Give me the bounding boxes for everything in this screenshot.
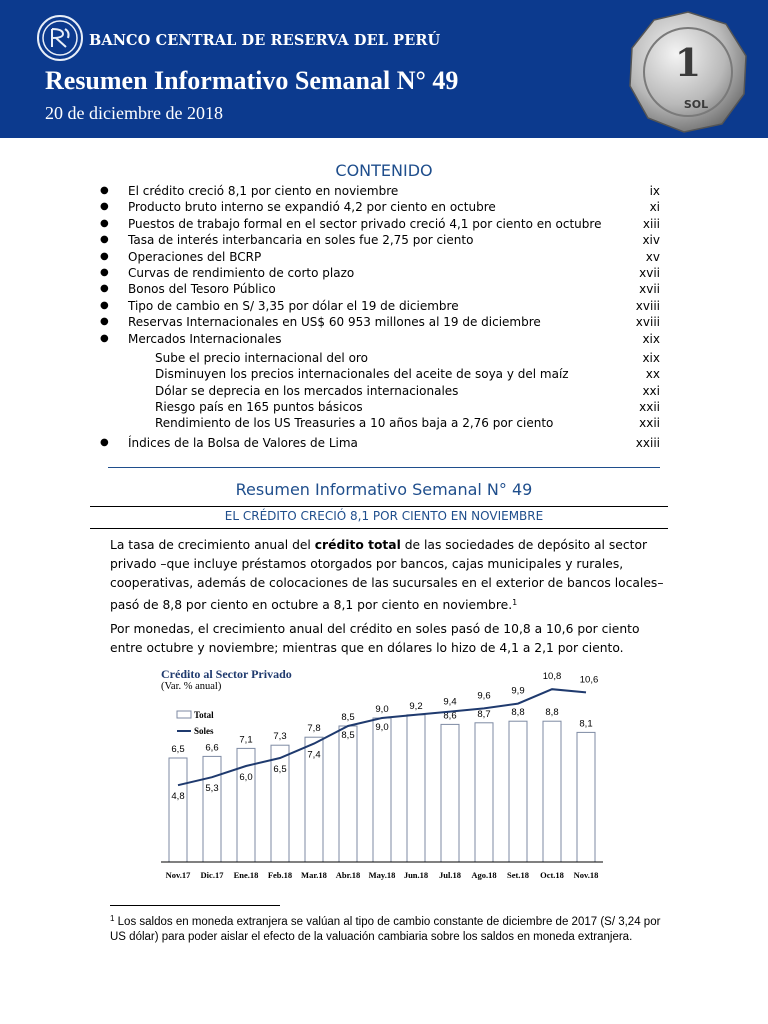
contents-item-label: Tipo de cambio en S/ 3,35 por dólar el 19 de diciembre	[128, 298, 459, 313]
contents-item-page: xi	[649, 200, 660, 215]
footnote-ref[interactable]: 1	[512, 598, 518, 607]
bar-data-label: 7,8	[307, 723, 321, 735]
chart-bar	[475, 723, 493, 862]
line-data-label: 4,8	[171, 791, 185, 803]
x-tick-label: Ene.18	[233, 870, 259, 880]
chart-bar	[407, 715, 425, 862]
contents-item-label: Producto bruto interno se expandió 4,2 por ciento en octubre	[128, 200, 496, 215]
bullet-icon: ●	[100, 316, 109, 328]
contents-item-label: Puestos de trabajo formal en el sector privado creció 4,1 por ciento en octubre	[128, 216, 602, 231]
bullet-icon: ●	[100, 283, 109, 295]
contents-item-page: xvii	[639, 265, 660, 280]
chart-bar	[203, 756, 221, 862]
paragraph-credit: La tasa de crecimiento anual del crédito total de las sociedades de depósito al sector privado –que incluye préstamos otorgados por bancos, cajas municipales y rurales, cooperativas, además de colocaciones de las sucursales en el exterior de bancos locales– pasó de 8,8 por ciento en octubre a 8,1 por ciento en noviembre.$^1$	[110, 538, 664, 612]
line-data-label: 9,0	[375, 722, 389, 733]
contents-item-label: Tasa de interés interbancaria en soles fue 2,75 por ciento	[128, 233, 474, 248]
chart-title: Crédito al Sector Privado	[161, 667, 292, 681]
chart-bar	[577, 732, 595, 862]
footnote	[110, 911, 670, 945]
report-date: 20 de diciembre de 2018	[45, 103, 223, 123]
line-data-label: 6,0	[239, 772, 253, 783]
bar-data-label: 9,2	[409, 700, 423, 712]
bar-data-label: 8,6	[443, 710, 457, 722]
bar-data-label: 8,8	[545, 707, 559, 719]
contents-item-page: xv	[645, 249, 660, 264]
footnote-text: Los saldos en moneda extranjera se valúan al tipo de cambio constante de diciembre de 2017 (S/ 3,24 por US dólar) para poder aislar el efecto de la valuación cambiaria sobre los saldos en moneda extranjera.	[110, 916, 661, 943]
line-data-label: 10,8	[542, 671, 562, 683]
x-tick-label: Nov.18	[573, 870, 599, 880]
chart-bar	[169, 758, 187, 862]
contents-item-page: xviii	[635, 315, 660, 330]
contents-item-page: xxii	[639, 416, 660, 431]
line-data-label: 6,5	[273, 764, 287, 775]
bullet-icon: ●	[100, 250, 109, 262]
legend-swatch-total	[177, 711, 191, 718]
contents-item-label: Dólar se deprecia en los mercados internacionales	[155, 383, 459, 398]
contents-item-page: xix	[642, 331, 660, 346]
bar-data-label: 7,1	[239, 734, 253, 746]
x-tick-label: Jun.18	[403, 870, 429, 880]
x-tick-label: Abr.18	[335, 870, 361, 880]
x-tick-label: Mar.18	[301, 870, 327, 880]
chart-bar	[441, 724, 459, 862]
bar-data-label: 8,1	[579, 718, 593, 730]
x-tick-label: Nov.17	[165, 870, 191, 880]
line-data-label: 9,6	[477, 690, 491, 702]
x-tick-label: Feb.18	[267, 870, 293, 880]
bullet-icon: ●	[100, 332, 109, 344]
bullet-icon: ●	[100, 299, 109, 311]
contents-item-page: xviii	[635, 298, 660, 313]
coin-text: SOL	[683, 98, 709, 111]
x-tick-label: Jul.18	[439, 870, 461, 880]
paragraph-currency: Por monedas, el crecimiento anual del crédito en soles pasó de 10,8 a 10,6 por ciento entre octubre y noviembre; mientras que en dólares lo hizo de 4,1 a 2,1 por ciento.	[110, 622, 640, 655]
contents-item-label: Operaciones del BCRP	[128, 249, 262, 264]
contents-item-page: xxiii	[635, 435, 660, 450]
chart-bar	[339, 726, 357, 862]
contents-item-label: Curvas de rendimiento de corto plazo	[128, 265, 355, 280]
x-tick-label: Dic.17	[200, 870, 224, 880]
contents-item-label: Sube el precio internacional del oro	[155, 350, 368, 365]
contents-item-label: El crédito creció 8,1 por ciento en noviembre	[128, 184, 399, 198]
bar-data-label: 6,6	[205, 742, 219, 754]
bar-data-label: 9,0	[375, 704, 389, 715]
bullet-icon: ●	[100, 217, 109, 229]
bullet-icon: ●	[100, 436, 109, 448]
bold-credit-total: crédito total	[314, 538, 401, 552]
chart-bar	[509, 721, 527, 862]
x-tick-label: May.18	[368, 870, 396, 880]
x-tick-label: Oct.18	[540, 870, 564, 880]
bar-data-label: 8,5	[341, 712, 355, 723]
line-data-label: 8,5	[341, 730, 355, 741]
chart-bar	[373, 718, 391, 862]
line-data-label: 10,6	[579, 674, 599, 686]
legend-label-soles: Soles	[194, 726, 214, 736]
bullet-icon: ●	[100, 266, 109, 278]
coin-value: 1	[674, 40, 702, 85]
contents-item-label: Disminuyen los precios internacionales del aceite de soya y del maíz	[155, 367, 569, 382]
contents-item-page: ix	[649, 184, 660, 198]
bullet-icon: ●	[100, 185, 109, 196]
contents-item-label: Índices de la Bolsa de Valores de Lima	[128, 435, 358, 450]
line-data-label: 5,3	[205, 783, 219, 795]
line-data-label: 9,4	[443, 696, 457, 708]
contents-item-label: Bonos del Tesoro Público	[128, 282, 276, 297]
contents-item-page: xxi	[642, 383, 660, 398]
chart-subtitle: (Var. % anual)	[161, 681, 222, 692]
contents-item-page: xiii	[642, 216, 660, 231]
bullet-icon: ●	[100, 234, 109, 246]
contents-item-page: xiv	[642, 233, 660, 248]
footnote-marker: 1	[110, 914, 115, 923]
line-data-label: 7,4	[307, 749, 321, 761]
bar-data-label: 6,5	[171, 744, 185, 755]
bar-data-label: 7,3	[273, 731, 287, 743]
section-title: Resumen Informativo Semanal N° 49	[235, 480, 533, 499]
contents-item-label: Mercados Internacionales	[128, 331, 282, 346]
section-subtitle: EL CRÉDITO CRECIÓ 8,1 POR CIENTO EN NOVIEMBRE	[224, 509, 544, 523]
contents-item-page: xix	[642, 350, 660, 365]
bar-data-label: 8,7	[477, 708, 491, 720]
bullet-icon: ●	[100, 201, 109, 213]
chart-bar	[543, 721, 561, 862]
chart-bar	[271, 745, 289, 862]
contents-item-page: xxii	[639, 400, 660, 415]
contents-item-label: Rendimiento de los US Treasuries a 10 años baja a 2,76 por ciento	[155, 416, 554, 431]
legend-label-total: Total	[194, 710, 214, 720]
x-tick-label: Set.18	[507, 870, 529, 880]
x-tick-label: Ago.18	[471, 870, 497, 880]
footnote-divider	[110, 905, 280, 906]
contents-heading: CONTENIDO	[335, 161, 433, 180]
contents-item-label: Reservas Internacionales en US$ 60 953 millones al 19 de diciembre	[128, 315, 541, 330]
contents-item-label: Riesgo país en 165 puntos básicos	[155, 400, 363, 415]
bar-data-label: 8,8	[511, 707, 525, 719]
report-title: Resumen Informativo Semanal N° 49	[45, 66, 459, 95]
contents-item-page: xvii	[639, 282, 660, 297]
bank-name: BANCO CENTRAL DE RESERVA DEL PERÚ	[89, 32, 441, 49]
contents-item-page: xx	[645, 367, 660, 382]
line-data-label: 9,9	[511, 685, 525, 697]
